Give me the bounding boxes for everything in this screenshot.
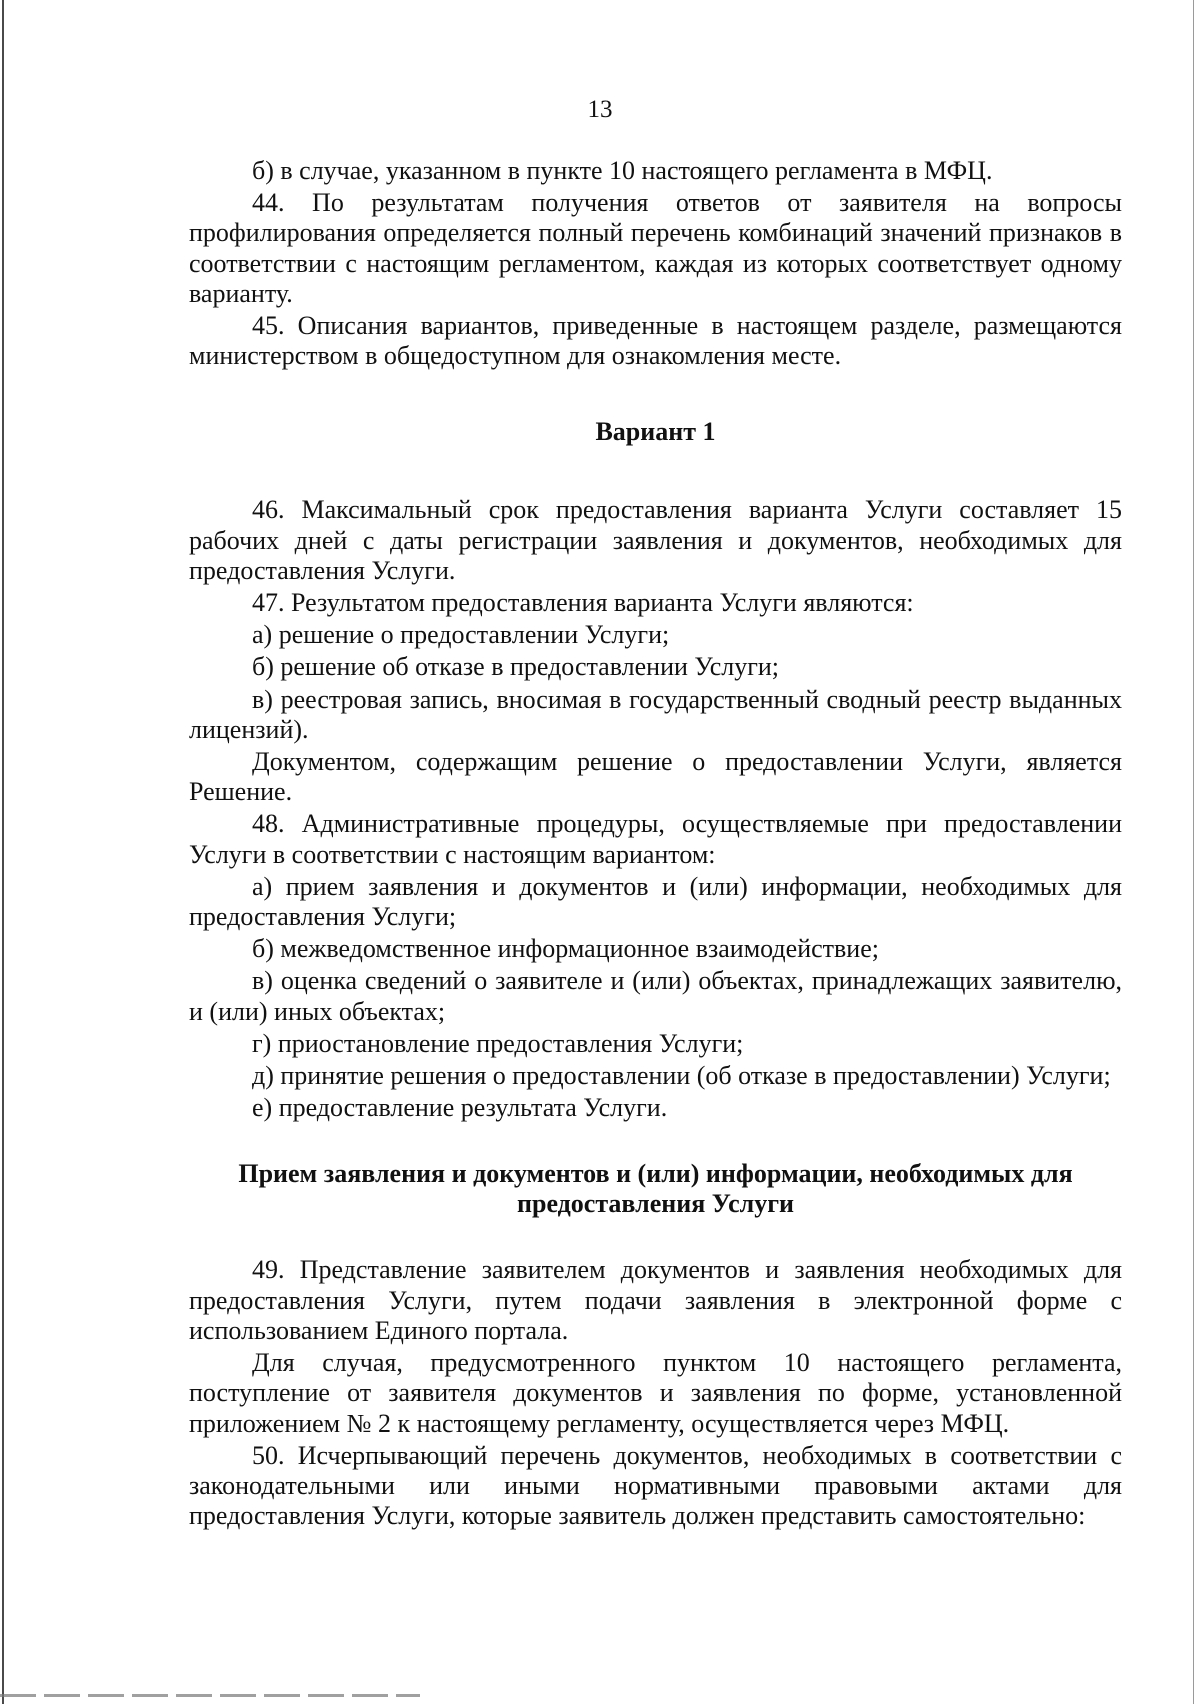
paragraph-46: 46. Максимальный срок предоставления варианта Услуги составляет 15 рабочих дней с даты регистрации заявления и документов, необходимых для предоставления Услуги. — [189, 495, 1122, 585]
paragraph-intro-b: б) в случае, указанном в пункте 10 настоящего регламента в МФЦ. — [252, 156, 993, 185]
list-item-48e: д) принятие решения о предоставлении (об отказе в предоставлении) Услуги; — [252, 1061, 1111, 1091]
list-item-48d: г) приостановление предоставления Услуги; — [252, 1028, 744, 1058]
paragraph-decision-document: Документом, содержащим решение о предоставлении Услуги, является Решение. — [189, 747, 1122, 807]
list-item-47b: б) решение об отказе в предоставлении Услуги; — [252, 652, 780, 682]
list-item-48b: б) межведомственное информационное взаимодействие; — [252, 934, 879, 964]
section-heading-line-2: предоставления Услуги — [517, 1189, 794, 1219]
paragraph-49: 49. Представление заявителем документов и заявления необходимых для предоставления Услуги, путем подачи заявления в электронной форме с использованием Единого портала. — [189, 1255, 1122, 1345]
scan-left-edge — [2, 0, 4, 1704]
paragraph-50: 50. Исчерпывающий перечень документов, необходимых в соответствии с законодательными или иными нормативными правовыми актами для предоставления Услуги, которые заявитель должен представить самостоятельно: — [189, 1440, 1122, 1531]
list-item-48f: е) предоставление результата Услуги. — [252, 1093, 668, 1123]
document-body — [189, 156, 1122, 1531]
list-item-47c: в) реестровая запись, вносимая в государственный сводный реестр выданных лицензий). — [189, 684, 1122, 744]
page-number: 13 — [587, 96, 613, 123]
list-item-48a: а) прием заявления и документов и (или) информации, необходимых для предоставления Услуги; — [189, 871, 1122, 932]
paragraph-48: 48. Административные процедуры, осуществляемые при предоставлении Услуги в соответствии с настоящим вариантом: — [189, 809, 1122, 869]
section-heading — [189, 1159, 1122, 1219]
paragraph-44: 44. По результатам получения ответов от заявителя на вопросы профилирования определяется полный перечень комбинаций значений признаков в соответствии с настоящим регламентом, каждая из которых соответствует одному варианту. — [189, 188, 1122, 308]
paragraph-47: 47. Результатом предоставления варианта Услуги являются: — [252, 588, 914, 618]
variant-heading: Вариант 1 — [595, 417, 716, 447]
scan-bottom-artifact — [0, 1694, 420, 1697]
scan-right-edge — [1193, 0, 1194, 1704]
list-item-48c: в) оценка сведений о заявителе и (или) объектах, принадлежащих заявителю, и (или) иных объектах; — [189, 966, 1122, 1026]
paragraph-45: 45. Описания вариантов, приведенные в настоящем разделе, размещаются министерством в общедоступном для ознакомления месте. — [189, 311, 1122, 371]
section-heading-line-1: Прием заявления и документов и (или) информации, необходимых для — [238, 1159, 1073, 1189]
paragraph-mfc-case: Для случая, предусмотренного пунктом 10 настоящего регламента, поступление от заявителя документов и заявления по форме, установленной приложением № 2 к настоящему регламенту, осуществляется через МФЦ. — [189, 1348, 1122, 1438]
list-item-47a: а) решение о предоставлении Услуги; — [252, 620, 670, 650]
